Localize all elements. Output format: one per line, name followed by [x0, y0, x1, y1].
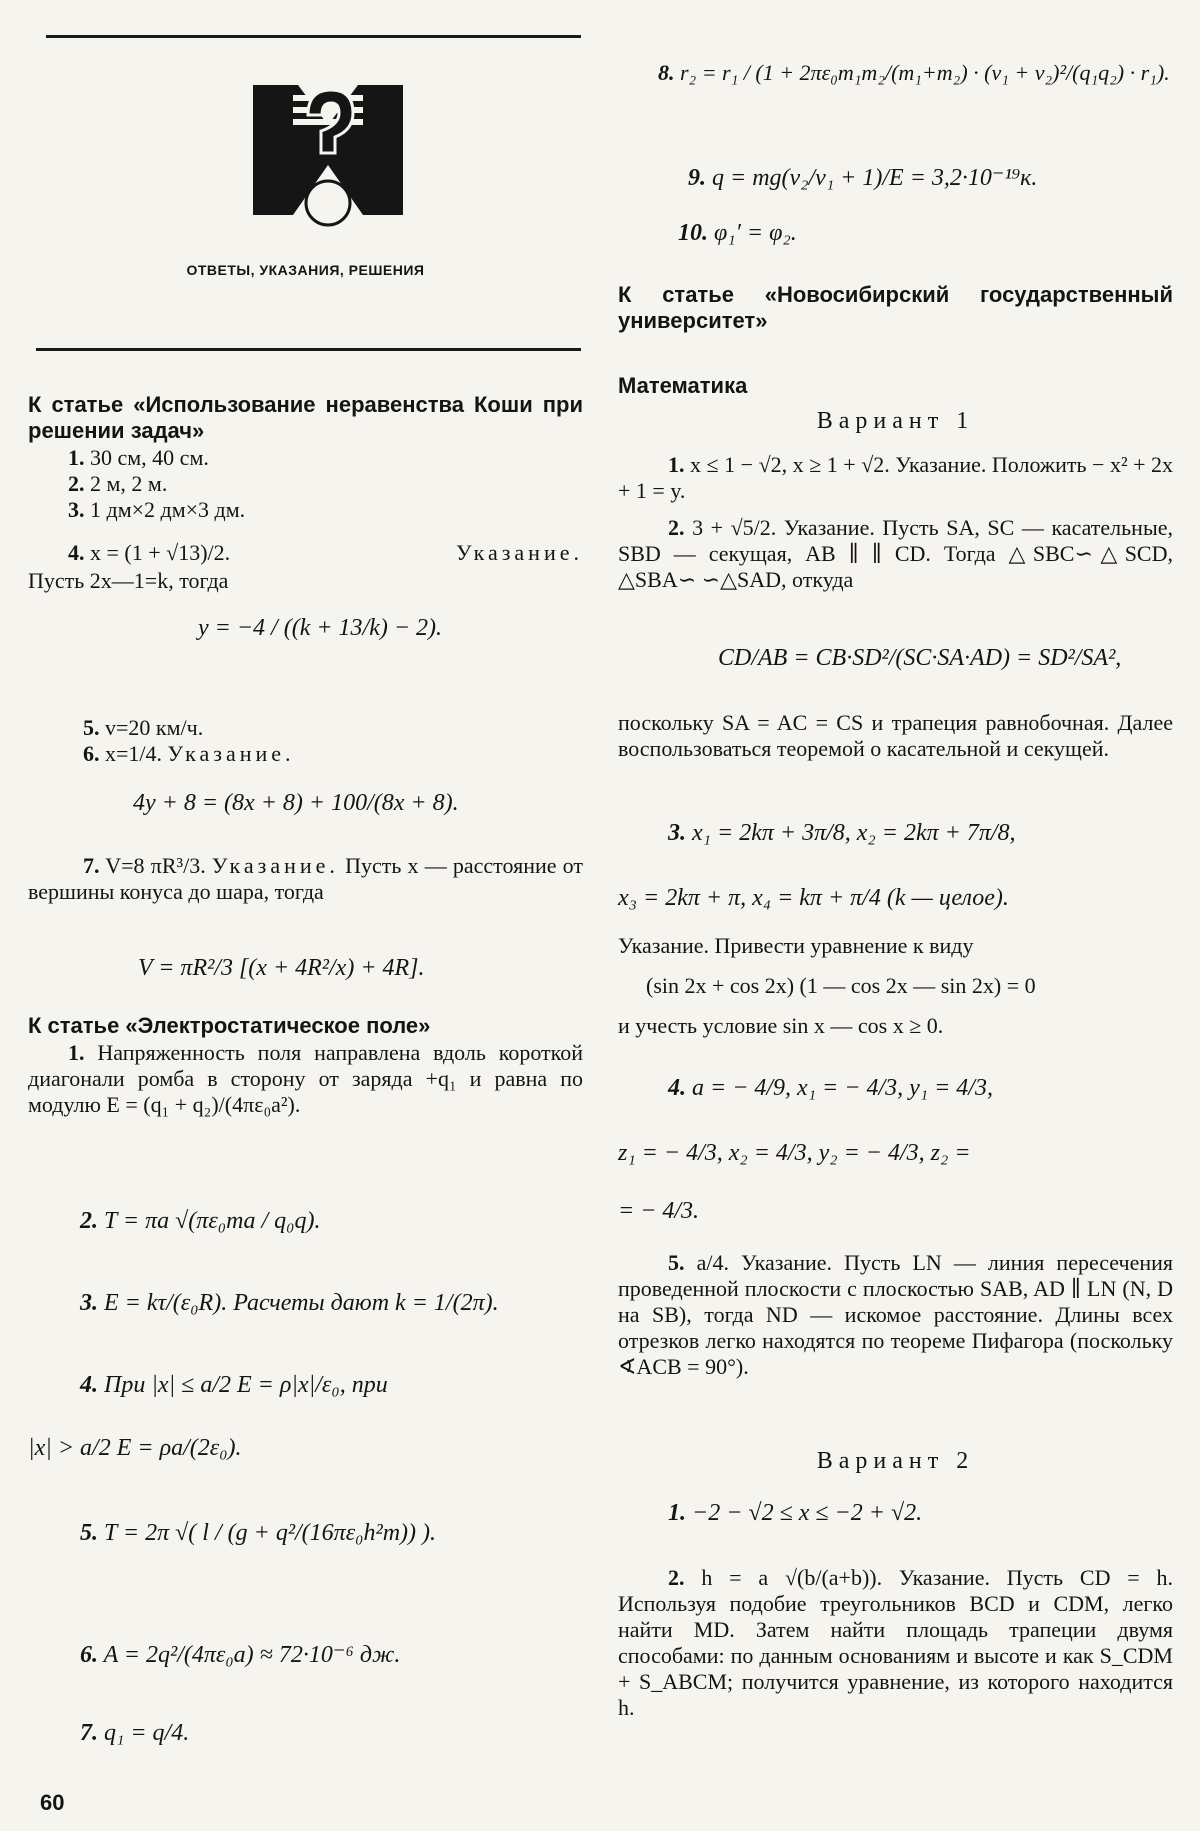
list-item: 1. 30 см, 40 см. [68, 445, 209, 470]
formula: 1. −2 − √2 ≤ x ≤ −2 + √2. [668, 1500, 923, 1526]
cauchy-heading: К статье «Использование неравенства Коши при решении задач» [28, 392, 583, 443]
top-rule [46, 35, 581, 38]
section-caption: ОТВЕТЫ, УКАЗАНИЯ, РЕШЕНИЯ [186, 262, 425, 278]
variant-2-label: Вариант 2 [816, 1448, 975, 1474]
list-item: и учесть условие sin x — cos x ≥ 0. [618, 1013, 944, 1038]
formula: 6. A = 2q²/(4πε₀a) ≈ 72·10⁻⁶ дж. [80, 1642, 401, 1668]
list-item: 2. 3 + √5/2. Указание. Пусть SA, SC — касательные, SBD — секущая, AB ∥ ∥ CD. Тогда △SBC∽△SCD, △SBA∽ ∽△SAD, откуда [618, 515, 1174, 592]
list-item: 2. 2 м, 2 м. [68, 471, 168, 496]
list-item: 6. x=1/4. Указание. [83, 741, 295, 766]
formula: y = −4 / ((k + 13/k) − 2). [198, 615, 443, 641]
formula: x₃ = 2kπ + π, x₄ = kπ + π/4 (k — целое). [618, 885, 1009, 911]
list-item: 5. a/4. Указание. Пусть LN — линия пересечения проведенной плоскости с плоскостью SAB, AD ∥ LN (N, D на SB), тогда ND — искомое расстояние. Длины всех отрезков легко находятся по теореме Пифагора (поскольку ∢ACB = 90°). [618, 1250, 1174, 1379]
electro-heading: К статье «Электростатическое поле» [28, 1013, 431, 1038]
formula: 5. T = 2π √( l / (g + q²/(16πε₀h²m)) ). [80, 1520, 437, 1546]
formula: 4. При |x| ≤ a/2 E = ρ|x|/ε₀, при [80, 1372, 388, 1398]
formula: 10. φ₁′ = φ₂. [678, 220, 797, 246]
formula: 9. q = mg(v₂/v₁ + 1)/E = 3,2·10⁻¹⁹к. [688, 165, 1038, 191]
list-item: 5. v=20 км/ч. [83, 715, 204, 740]
answers-logo-icon [253, 85, 403, 235]
formula: 3. E = kτ/(ε₀R). Расчеты дают k = 1/(2π). [80, 1290, 499, 1316]
list-item: 4. x = (1 + √13)/2. Указание. [68, 540, 583, 565]
formula: = − 4/3. [618, 1198, 700, 1224]
formula: 3. x₁ = 2kπ + 3π/8, x₂ = 2kπ + 7π/8, [668, 820, 1016, 846]
formula: 2. T = πa √(πε₀ma / q₀q). [80, 1208, 321, 1234]
list-item: поскольку SA = AC = CS и трапеция равнобочная. Далее воспользоваться теоремой о касательной и секущей. [618, 710, 1173, 761]
formula: 4. a = − 4/9, x₁ = − 4/3, y₁ = 4/3, [668, 1075, 993, 1101]
formula: z₁ = − 4/3, x₂ = 4/3, y₂ = − 4/3, z₂ = [618, 1140, 971, 1166]
list-item: 7. V=8 πR³/3. Указание. Пусть x — расстояние от вершины конуса до шара, тогда [28, 853, 583, 904]
list-item: Указание. Привести уравнение к виду [618, 933, 974, 958]
list-item: 1. Напряженность поля направлена вдоль короткой диагонали ромба в сторону от заряда +q₁ и равна по модулю E = (q₁ + q₂)/(4πε₀a²). [28, 1040, 584, 1117]
formula: 8. r₂ = r₁ / (1 + 2πε₀m₁m₂/(m₁+m₂) · (v₁ + v₂)²/(q₁q₂) · r₁). [658, 60, 1170, 85]
formula: 4y + 8 = (8x + 8) + 100/(8x + 8). [133, 790, 459, 816]
list-item: 3. 1 дм×2 дм×3 дм. [68, 497, 246, 522]
list-item: Пусть 2x—1=k, тогда [28, 568, 229, 593]
nsu-heading: К статье «Новосибирский государственный университет» [618, 282, 1173, 333]
formula: |x| > a/2 E = ρa/(2ε₀). [28, 1435, 242, 1461]
page-number: 60 [40, 1790, 65, 1815]
list-item: 1. x ≤ 1 − √2, x ≥ 1 + √2. Указание. Положить − x² + 2x + 1 = y. [618, 452, 1174, 503]
formula: CD/AB = CB·SD²/(SC·SA·AD) = SD²/SA², [718, 645, 1122, 671]
math-label: Математика [618, 373, 748, 398]
list-item: (sin 2x + cos 2x) (1 — cos 2x — sin 2x) = 0 [646, 973, 1036, 998]
formula: V = πR²/3 [(x + 4R²/x) + 4R]. [138, 955, 425, 981]
list-item: 2. h = a √(b/(a+b)). Указание. Пусть CD = h. Используя подобие треугольников BCD и CDM, легко найти MD. Затем найти площадь трапеции двумя способами: по данным основаниям и высоте и как S_CDM + S_ABCM; получится уравнение, из которого находится h. [618, 1565, 1174, 1720]
caption-rule [36, 348, 581, 351]
formula: 7. q₁ = q/4. [80, 1720, 190, 1746]
variant-1-label: Вариант 1 [816, 408, 975, 434]
